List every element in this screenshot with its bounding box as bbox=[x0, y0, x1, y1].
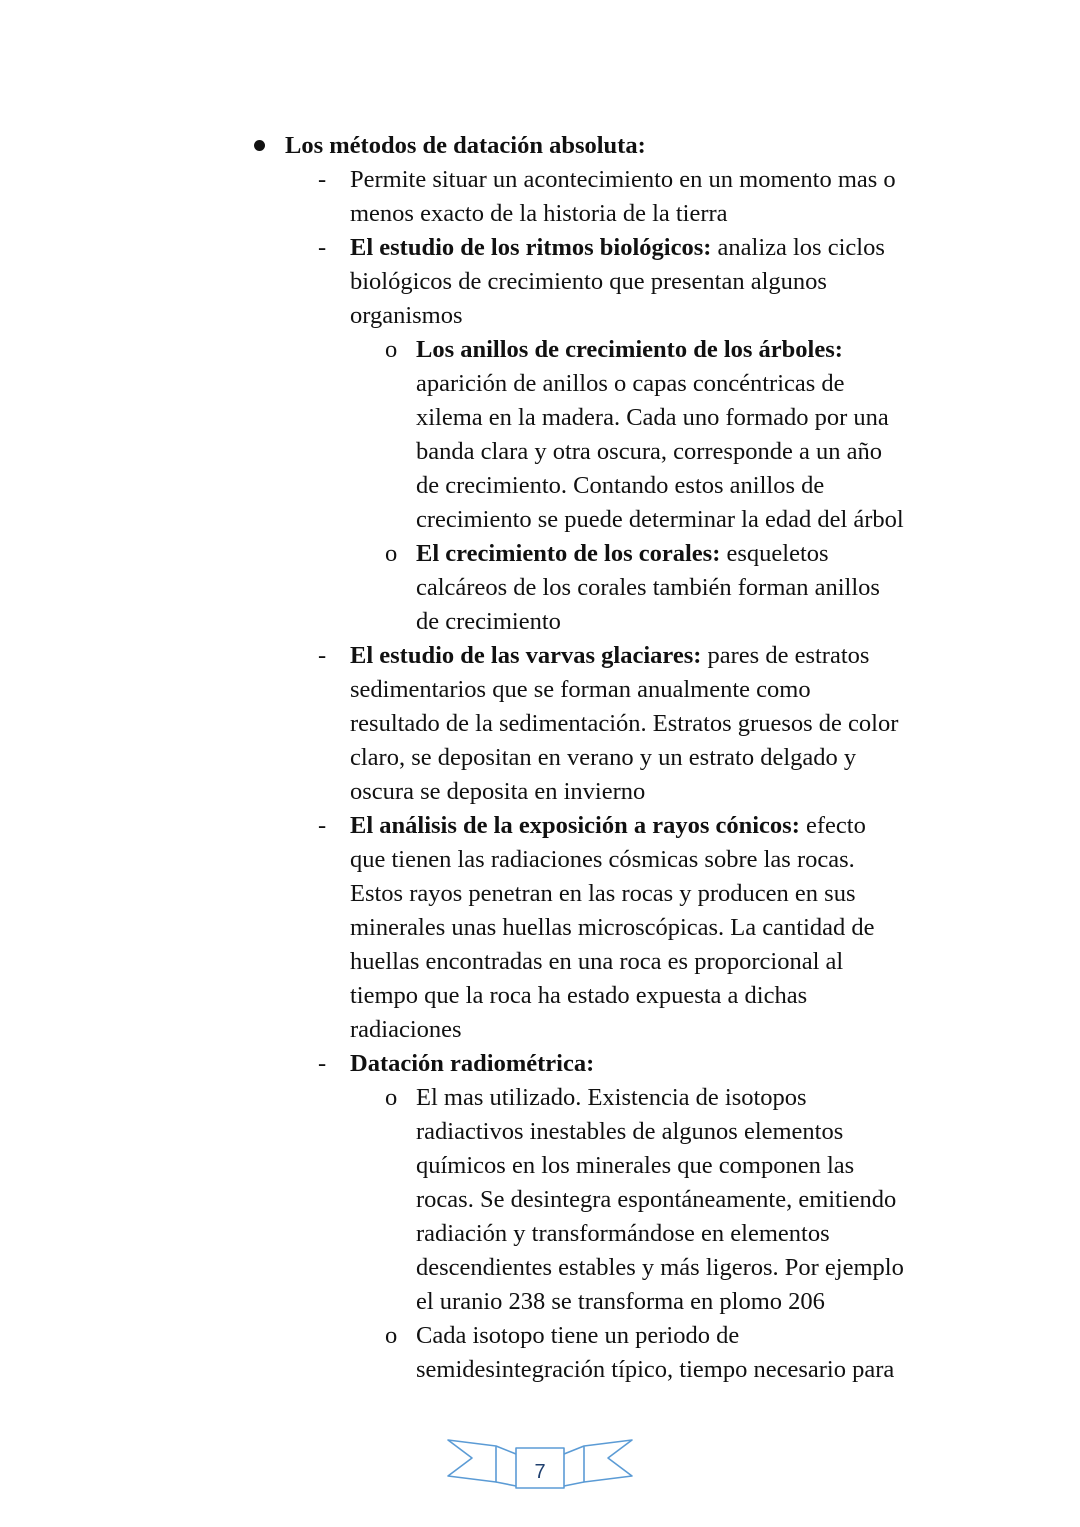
radiometrica-sub1-line: radiactivos inestables de algunos elementos bbox=[416, 1118, 844, 1145]
corales-line: calcáreos de los corales también forman anillos bbox=[416, 574, 880, 601]
intro-line: Permite situar un acontecimiento en un momento mas o bbox=[350, 166, 896, 193]
corales-line bbox=[416, 537, 829, 571]
dash-marker: - bbox=[318, 812, 327, 839]
radiometrica-sub1-line: descendientes estables y más ligeros. Por ejemplo bbox=[416, 1254, 904, 1281]
radiometrica-title: Datación radiométrica: bbox=[350, 1050, 595, 1077]
section-heading: Los métodos de datación absoluta: bbox=[285, 132, 646, 159]
rayos-line: minerales unas huellas microscópicas. La cantidad de bbox=[350, 914, 875, 941]
ritmos-line bbox=[350, 231, 885, 265]
radiometrica-sub2-line: semidesintegración típico, tiempo necesario para bbox=[416, 1356, 895, 1383]
rayos-text: efecto bbox=[799, 812, 866, 839]
anillos-line: crecimiento se puede determinar la edad del árbol bbox=[416, 506, 904, 533]
radiometrica-sub1-line: rocas. Se desintegra espontáneamente, emitiendo bbox=[416, 1186, 897, 1213]
circle-marker: o bbox=[385, 540, 398, 567]
ritmos-line: biológicos de crecimiento que presentan algunos bbox=[350, 268, 827, 295]
varvas-text: pares de estratos bbox=[701, 642, 870, 669]
varvas-line: oscura se deposita en invierno bbox=[350, 778, 646, 805]
dash-marker: - bbox=[318, 1050, 327, 1077]
corales-text: esqueletos bbox=[720, 540, 829, 567]
anillos-title: Los anillos de crecimiento de los árboles: bbox=[416, 336, 843, 363]
rayos-line: Estos rayos penetran en las rocas y producen en sus bbox=[350, 880, 856, 907]
ritmos-title: El estudio de los ritmos biológicos: bbox=[350, 234, 712, 261]
circle-marker: o bbox=[385, 336, 398, 363]
radiometrica-sub1-line: químicos en los minerales que componen las bbox=[416, 1152, 855, 1179]
circle-marker: o bbox=[385, 1322, 398, 1349]
intro-line: menos exacto de la historia de la tierra bbox=[350, 200, 728, 227]
varvas-line bbox=[350, 639, 869, 673]
rayos-line: huellas encontradas en una roca es proporcional al bbox=[350, 948, 844, 975]
corales-line: de crecimiento bbox=[416, 608, 561, 635]
dash-marker: - bbox=[318, 166, 327, 193]
anillos-line: de crecimiento. Contando estos anillos de bbox=[416, 472, 825, 499]
anillos-line: aparición de anillos o capas concéntricas de bbox=[416, 370, 845, 397]
rayos-line: radiaciones bbox=[350, 1016, 462, 1043]
dash-marker: - bbox=[318, 642, 327, 669]
ritmos-text: analiza los ciclos bbox=[711, 234, 885, 261]
corales-title: El crecimiento de los corales: bbox=[416, 540, 721, 567]
circle-marker: o bbox=[385, 1084, 398, 1111]
dash-marker: - bbox=[318, 234, 327, 261]
rayos-line: tiempo que la roca ha estado expuesta a dichas bbox=[350, 982, 808, 1009]
radiometrica-sub1-line: radiación y transformándose en elementos bbox=[416, 1220, 830, 1247]
varvas-line: claro, se depositan en verano y un estrato delgado y bbox=[350, 744, 857, 771]
anillos-line: xilema en la madera. Cada uno formado por una bbox=[416, 404, 889, 431]
varvas-line: sedimentarios que se forman anualmente como bbox=[350, 676, 811, 703]
varvas-title: El estudio de las varvas glaciares: bbox=[350, 642, 702, 669]
rayos-line bbox=[350, 809, 866, 843]
radiometrica-sub2-line: Cada isotopo tiene un periodo de bbox=[416, 1322, 740, 1349]
radiometrica-sub1-line: el uranio 238 se transforma en plomo 206 bbox=[416, 1288, 825, 1315]
rayos-title: El análisis de la exposición a rayos cónicos: bbox=[350, 812, 800, 839]
varvas-line: resultado de la sedimentación. Estratos gruesos de color bbox=[350, 710, 899, 737]
anillos-line: banda clara y otra oscura, corresponde a un año bbox=[416, 438, 882, 465]
radiometrica-sub1-line: El mas utilizado. Existencia de isotopos bbox=[416, 1084, 807, 1111]
ritmos-line: organismos bbox=[350, 302, 463, 329]
rayos-line: que tienen las radiaciones cósmicas sobre las rocas. bbox=[350, 846, 855, 873]
bullet-icon bbox=[254, 140, 265, 151]
page-number: 7 bbox=[534, 1461, 546, 1483]
